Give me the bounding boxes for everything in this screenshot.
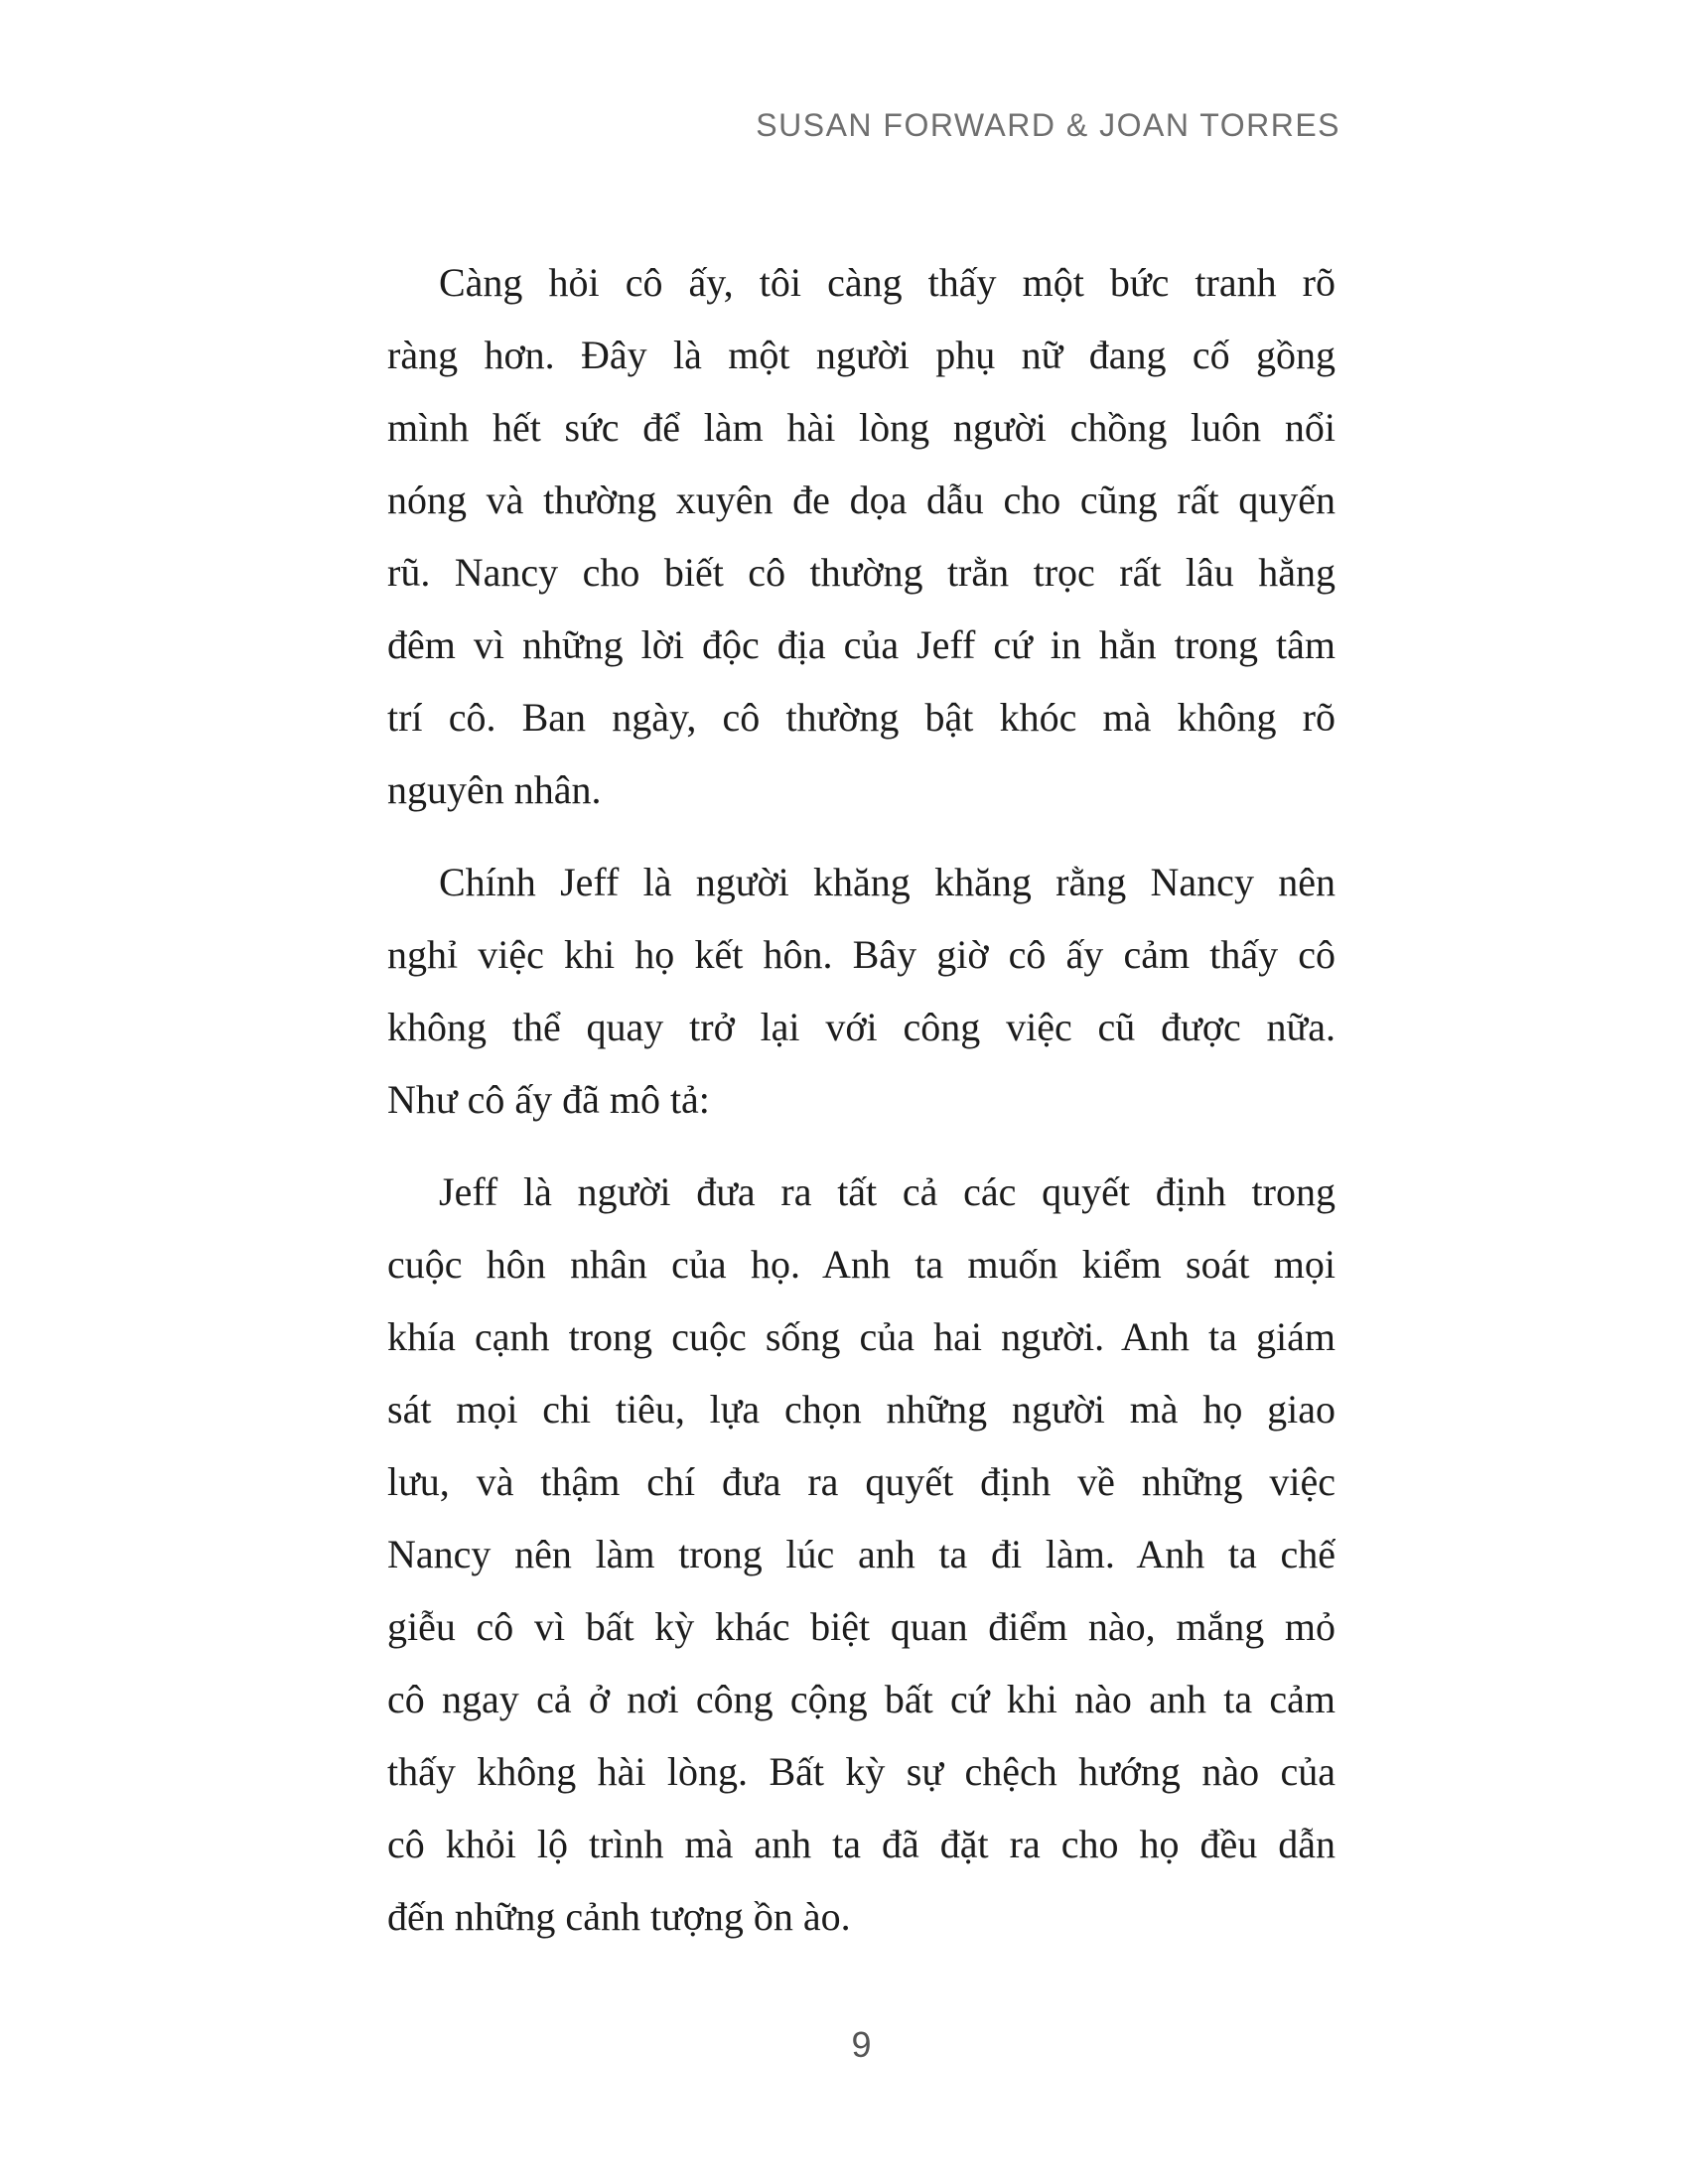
text-line: cô khỏi lộ trình mà anh ta đã đặt ra cho họ đều dẫn xyxy=(387,1822,1336,1866)
paragraph xyxy=(387,246,1336,826)
text-line: giễu cô vì bất kỳ khác biệt quan điểm nào, mắng mỏ xyxy=(387,1604,1336,1649)
text-line: Chính Jeff là người khăng khăng rằng Nancy nên xyxy=(439,860,1336,904)
text-line: trí cô. Ban ngày, cô thường bật khóc mà không rõ xyxy=(387,695,1336,740)
text-line: nóng và thường xuyên đe dọa dẫu cho cũng rất quyến xyxy=(387,478,1336,522)
text-line: cô ngay cả ở nơi công cộng bất cứ khi nào anh ta cảm xyxy=(387,1677,1336,1721)
text-line: ràng hơn. Đây là một người phụ nữ đang cố gồng xyxy=(387,333,1336,377)
text-line: không thể quay trở lại với công việc cũ được nữa. xyxy=(387,1005,1336,1049)
text-line: Càng hỏi cô ấy, tôi càng thấy một bức tranh rõ xyxy=(439,260,1336,305)
text-line: sát mọi chi tiêu, lựa chọn những người mà họ giao xyxy=(387,1387,1336,1432)
page-body-text xyxy=(387,246,1336,1953)
text-line: khía cạnh trong cuộc sống của hai người. Anh ta giám xyxy=(387,1314,1336,1359)
text-line: nghỉ việc khi họ kết hôn. Bây giờ cô ấy cảm thấy cô xyxy=(387,932,1336,977)
paragraph xyxy=(387,1156,1336,1953)
text-line: mình hết sức để làm hài lòng người chồng luôn nổi xyxy=(387,405,1336,450)
page-number: 9 xyxy=(851,2024,872,2065)
text-line: đến những cảnh tượng ồn ào. xyxy=(387,1894,851,1939)
text-line: Nancy nên làm trong lúc anh ta đi làm. Anh ta chế xyxy=(387,1532,1336,1576)
running-header: SUSAN FORWARD & JOAN TORRES xyxy=(756,107,1340,143)
text-line: rũ. Nancy cho biết cô thường trằn trọc rất lâu hằng xyxy=(387,550,1336,595)
paragraph xyxy=(387,846,1336,1136)
text-line: nguyên nhân. xyxy=(387,767,602,812)
text-line: cuộc hôn nhân của họ. Anh ta muốn kiểm soát mọi xyxy=(387,1242,1336,1287)
text-line: đêm vì những lời độc địa của Jeff cứ in hằn trong tâm xyxy=(387,622,1336,667)
text-line: lưu, và thậm chí đưa ra quyết định về những việc xyxy=(387,1459,1336,1504)
text-line: Như cô ấy đã mô tả: xyxy=(387,1077,710,1122)
text-line: thấy không hài lòng. Bất kỳ sự chệch hướng nào của xyxy=(387,1749,1336,1794)
text-line: Jeff là người đưa ra tất cả các quyết định trong xyxy=(439,1169,1336,1214)
